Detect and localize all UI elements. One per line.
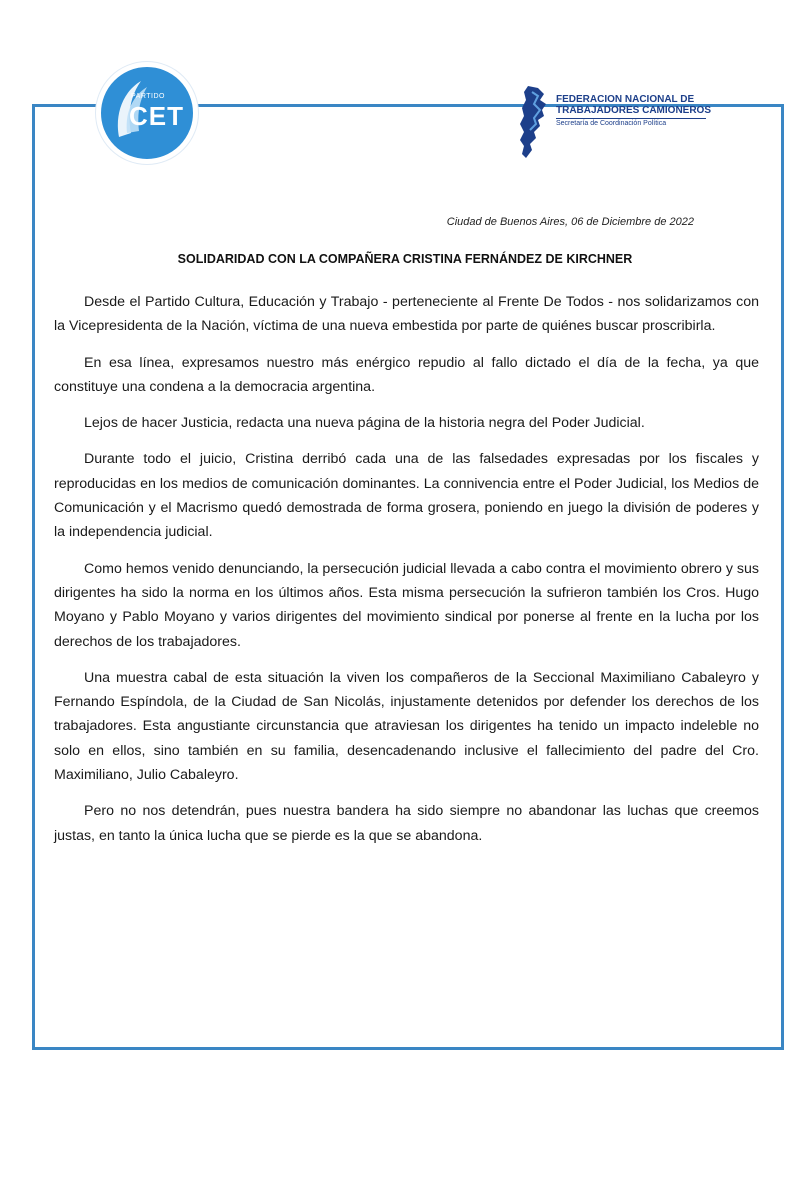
document-date: Ciudad de Buenos Aires, 06 de Diciembre de 2022 <box>446 216 694 228</box>
document-body <box>54 290 759 860</box>
federacion-divider <box>556 118 706 119</box>
argentina-map-icon <box>514 84 554 160</box>
federacion-subtitle: Secretaría de Coordinación Política <box>556 120 667 127</box>
paragraph: Pero no nos detendrán, pues nuestra bandera ha sido siempre no abandonar las luchas que creemos justas, en tanto la única lucha que se pierde es la que se abandona. <box>54 803 759 844</box>
paragraph: Como hemos venido denunciando, la persecución judicial llevada a cabo contra el movimiento obrero y sus dirigentes ha sido la norma en los últimos años. Esta misma persecución la sufrieron también los Cros. Hugo Moyano y Pablo Moyano y varios dirigentes del movimiento sindical por ponerse al frente en la lucha por los derechos de los trabajadores. <box>54 560 759 650</box>
cet-name-label: CET <box>129 101 184 131</box>
paragraph: Durante todo el juicio, Cristina derribó cada una de las falsedades expresadas por los fiscales y reproducidas en los medios de comunicación dominantes. La connivencia entre el Poder Judicial, los Medios de Comunicación y el Macrismo quedó demostrada de forma grosera, poniendo en juego la división de poderes y la independencia judicial. <box>54 451 759 541</box>
cet-logo <box>96 62 198 164</box>
cet-partido-label: PARTIDO <box>131 93 165 100</box>
federacion-title: FEDERACION NACIONAL DE TRABAJADORES CAMIONEROS <box>556 94 712 116</box>
federacion-logo <box>514 84 714 164</box>
paragraph: Una muestra cabal de esta situación la viven los compañeros de la Seccional Maximiliano Cabaleyro y Fernando Espíndola, de la Ciudad de San Nicolás, injustamente detenidos por defender los derechos de los trabajadores. Esta angustiante circunstancia que atraviesan los dirigentes ha tenido un impacto indeleble no solo en ellos, sino también en su familia, desencadenando inclusive el fallecimiento del padre del Cro. Maximiliano, Julio Cabaleyro. <box>54 669 759 784</box>
paragraph: Lejos de hacer Justicia, redacta una nueva página de la historia negra del Poder Judicial. <box>84 415 645 432</box>
paragraph: Desde el Partido Cultura, Educación y Trabajo - perteneciente al Frente De Todos - nos solidarizamos con la Vicepresidenta de la Nación, víctima de una nueva embestida por parte de quiénes buscar proscribirla. <box>54 294 759 335</box>
paragraph: En esa línea, expresamos nuestro más enérgico repudio al fallo dictado el día de la fecha, ya que constituye una condena a la democracia argentina. <box>54 354 759 395</box>
document-title: SOLIDARIDAD CON LA COMPAÑERA CRISTINA FERNÁNDEZ DE KIRCHNER <box>177 252 633 266</box>
